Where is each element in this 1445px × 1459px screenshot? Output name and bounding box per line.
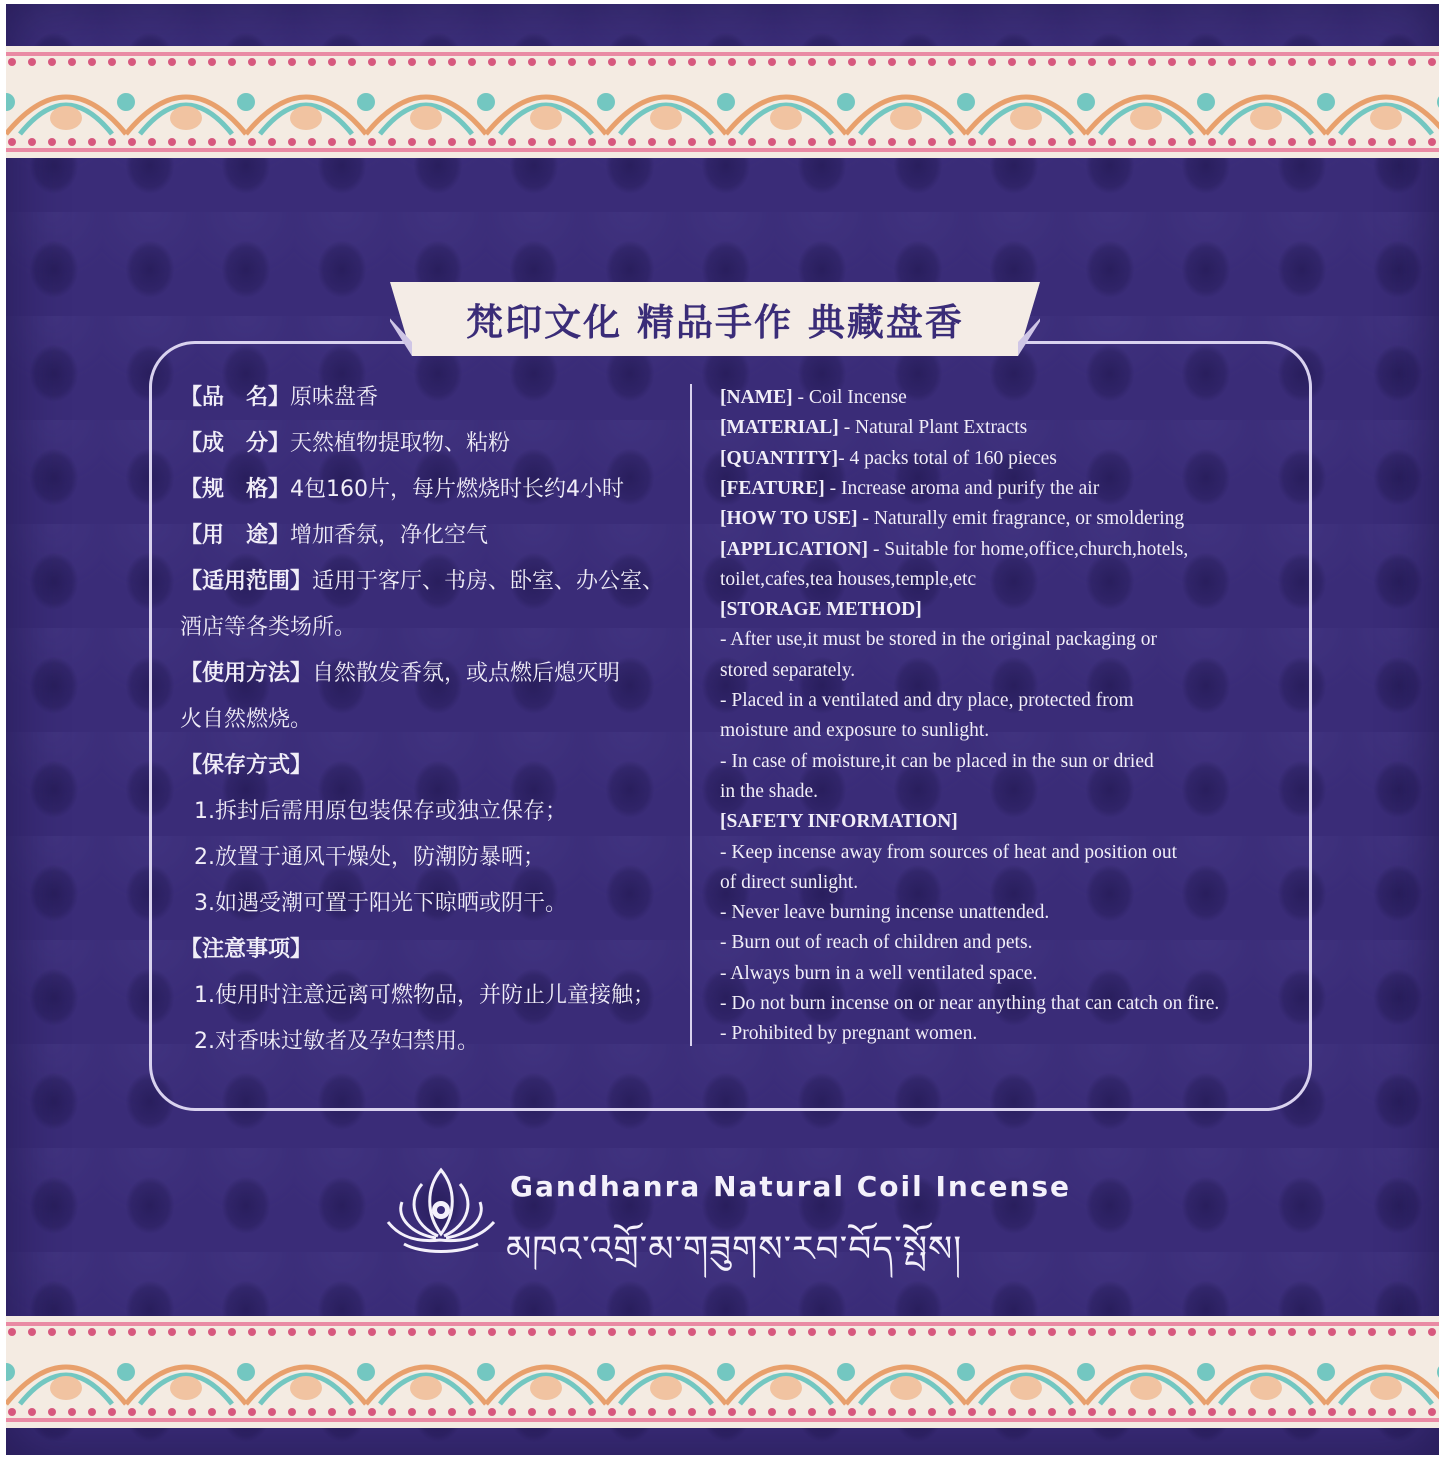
cn-scope-value-2: 酒店等各类场所。 [180,615,357,640]
en-line [720,716,989,746]
en-line [720,747,1154,777]
column-divider [690,384,692,1046]
en-line-label: [NAME] [720,387,793,408]
en-line-text: toilet,cafes,tea houses,temple,etc [720,568,977,590]
cn-scope-label: 【适用范围】 [180,569,313,594]
en-line [720,898,1049,928]
cn-material-row [180,426,510,462]
cn-storage-heading [180,748,312,784]
cn-material-label: 【成 分】 [180,431,291,456]
en-line-label: [SAFETY INFORMATION] [720,811,958,833]
cn-notice-heading [180,932,312,968]
en-line-text: - Always burn in a well ventilated space. [720,962,1038,984]
en-line-label: [QUANTITY] [720,447,839,469]
brand-tibetan-script: མཁའ་འགྲོ་མ་གཟུགས་རབ་བོད་སྤོས། [506,1229,963,1270]
cn-material-value: 天然植物提取物、粘粉 [290,431,511,456]
en-line [720,838,1177,868]
en-line-text: - Natural Plant Extracts [838,417,1028,439]
brand-block [382,1162,1082,1270]
cn-storage-item: 1.拆封后需用原包装保存或独立保存； [194,799,567,824]
en-line-label: [APPLICATION] [720,538,869,560]
en-line [720,868,858,898]
en-line-label: [HOW TO USE] [720,508,858,530]
en-line [720,595,922,625]
en-line [720,959,1037,989]
en-line-text: - Coil Incense [792,387,907,408]
en-line-label: [MATERIAL] [720,417,839,439]
en-line-text: stored separately. [720,659,856,681]
en-line-text: - Never leave burning incense unattended. [720,902,1050,924]
en-line [720,777,818,807]
en-line [720,807,958,837]
ornamental-border-top [6,46,1439,158]
en-line-text: - Do not burn incense on or near anything that can catch on fire. [720,993,1220,1014]
cn-method-row-cont [180,702,312,738]
cn-name-label: 【品 名】 [180,385,291,410]
cn-scope-value: 适用于客厅、书房、卧室、办公室、 [312,569,665,594]
ornamental-border-bottom [6,1316,1439,1428]
en-line [720,656,855,686]
lotus-icon [382,1162,500,1262]
en-line [720,535,1188,565]
cn-notice-label: 【注意事项】 [180,937,313,962]
cn-spec-label: 【规 格】 [180,477,291,502]
en-line-text: in the shade. [720,780,819,802]
cn-notice-item: 1.使用时注意远离可燃物品，并防止儿童接触； [194,983,655,1008]
cn-spec-value: 4包160片，每片燃烧时长约4小时 [290,477,625,502]
en-line [720,625,1157,655]
en-line [720,1019,977,1049]
cn-method-value: 自然散发香氛，或点燃后熄灭明 [312,661,621,686]
en-line-text: - Keep incense away from sources of heat and position out [720,841,1178,863]
cn-notice-item: 2.对香味过敏者及孕妇禁用。 [194,1029,479,1054]
en-line-label: [STORAGE METHOD] [720,599,922,621]
brand-name: Gandhanra Natural Coil Incense [510,1170,1072,1203]
cn-storage-label: 【保存方式】 [180,753,313,778]
cn-usage-row [180,518,488,554]
en-line [720,383,907,413]
en-line [720,474,1099,504]
en-line-text: of direct sunlight. [720,871,859,893]
en-line [720,444,1057,474]
cn-name-value: 原味盘香 [290,385,379,410]
title-banner [390,282,1040,356]
banner-title: 梵印文化 精品手作 典藏盘香 [466,301,964,344]
en-line-text: moisture and exposure to sunlight. [720,720,990,742]
en-line-text: - Increase aroma and purify the air [824,477,1100,499]
en-line [720,928,1032,958]
cn-storage-item: 2.放置于通风干燥处，防潮防暴晒； [194,845,545,870]
en-line-text: - Prohibited by pregnant women. [720,1023,978,1045]
en-line-text: - Suitable for home,office,church,hotels, [868,538,1189,560]
cn-scope-row [180,564,664,600]
cn-spec-row [180,472,624,508]
cn-scope-row-cont [180,610,356,646]
en-line [720,989,1219,1019]
package-back [6,4,1439,1455]
cn-method-row [180,656,620,692]
cn-usage-value: 增加香氛，净化空气 [290,523,489,548]
en-line-label: [FEATURE] [720,477,825,499]
en-line-text: - Burn out of reach of children and pets. [720,932,1033,954]
en-line-text: - Naturally emit fragrance, or smoldering [857,508,1185,530]
en-line-text: - 4 packs total of 160 pieces [838,447,1057,469]
en-line [720,413,1027,443]
en-line-text: - Placed in a ventilated and dry place, protected from [720,690,1134,711]
en-line [720,565,976,595]
cn-usage-label: 【用 途】 [180,523,291,548]
en-line [720,686,1134,716]
cn-storage-item: 3.如遇受潮可置于阳光下晾晒或阴干。 [194,891,567,916]
en-line-text: - In case of moisture,it can be placed in the sun or dried [720,750,1154,772]
en-line [720,504,1184,534]
en-line-text: - After use,it must be stored in the original packaging or [720,629,1158,651]
cn-name-row [180,380,378,416]
cn-method-label: 【使用方法】 [180,661,313,686]
cn-method-value-2: 火自然燃烧。 [180,707,313,732]
